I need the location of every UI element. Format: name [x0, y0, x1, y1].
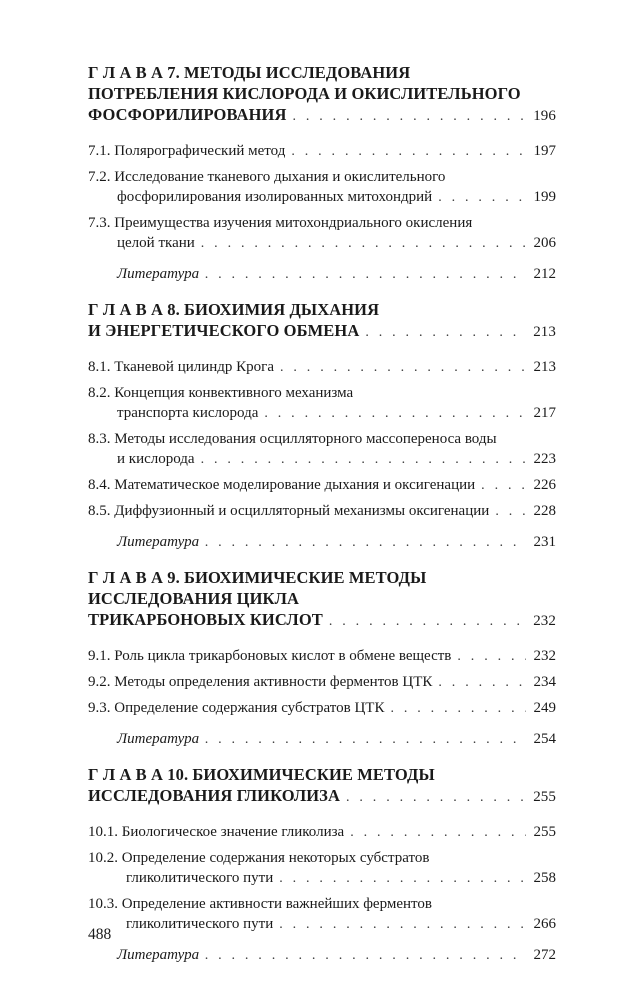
toc-entry[interactable]: [88, 167, 556, 208]
page-ref: 212: [533, 266, 556, 282]
chapter-9: [88, 567, 556, 750]
toc-entry[interactable]: [88, 646, 556, 667]
entry-text: 9.3. Определение содержания субстратов ЦТК: [88, 700, 385, 716]
chapter-title-line: ИССЛЕДОВАНИЯ ГЛИКОЛИЗА: [88, 786, 340, 805]
chapter-8-title[interactable]: [88, 299, 556, 343]
chapter-title-line: ПОТРЕБЛЕНИЯ КИСЛОРОДА И ОКИСЛИТЕЛЬНОГО: [88, 84, 521, 103]
entry-text: 8.5. Диффузионный и осцилляторный механизмы оксигенации: [88, 503, 490, 519]
leader-dots: [201, 450, 526, 470]
chapter-10-title[interactable]: [88, 764, 556, 808]
page-ref: 226: [533, 477, 556, 493]
entry-text: 8.4. Математическое моделирование дыхания и оксигенации: [88, 477, 476, 493]
chapter-title-line: Г Л А В А 8. БИОХИМИЯ ДЫХАНИЯ: [88, 300, 380, 319]
leader-dots: [390, 699, 526, 719]
leader-dots: [264, 404, 526, 424]
leader-dots: [438, 188, 526, 208]
toc-entry[interactable]: [88, 141, 556, 162]
literature-entry[interactable]: [88, 945, 556, 966]
chapter-7: [88, 62, 556, 285]
entry-text: 8.3. Методы исследования осцилляторного массопереноса воды: [88, 431, 497, 447]
literature-entry[interactable]: [88, 729, 556, 750]
leader-dots: [205, 946, 526, 966]
leader-dots: [279, 869, 526, 889]
page-ref: 258: [533, 870, 556, 886]
entry-text: гликолитического пути: [126, 870, 274, 886]
entry-text: 10.2. Определение содержания некоторых субстратов: [88, 850, 430, 866]
entry-text: 7.3. Преимущества изучения митохондриального окисления: [88, 215, 473, 231]
literature-entry[interactable]: [88, 264, 556, 285]
page-ref: 232: [533, 613, 556, 629]
literature-label: Литература: [117, 534, 200, 550]
entry-text: 8.1. Тканевой цилиндр Крога: [88, 359, 274, 375]
toc-entry[interactable]: [88, 383, 556, 424]
leader-dots: [329, 611, 526, 632]
page-ref: 206: [533, 235, 556, 251]
page-ref: 228: [533, 503, 556, 519]
entry-text: 10.1. Биологическое значение гликолиза: [88, 824, 345, 840]
page-ref: 266: [533, 916, 556, 932]
page-ref: 231: [533, 534, 556, 550]
page-number: 488: [88, 926, 112, 943]
literature-label: Литература: [117, 947, 200, 963]
leader-dots: [205, 730, 526, 750]
toc-entry[interactable]: [88, 822, 556, 843]
page-ref: 255: [533, 824, 556, 840]
page-ref: 232: [533, 648, 556, 664]
entry-text: фосфорилирования изолированных митохондрий: [117, 189, 433, 205]
page-ref: 196: [533, 108, 556, 124]
leader-dots: [457, 647, 526, 667]
toc-entry[interactable]: [88, 894, 556, 935]
toc-entry[interactable]: [88, 501, 556, 522]
entry-text: 7.1. Полярографический метод: [88, 143, 286, 159]
entry-text: 9.2. Методы определения активности ферментов ЦТК: [88, 674, 433, 690]
literature-label: Литература: [117, 731, 200, 747]
page-ref: 223: [533, 451, 556, 467]
toc-entry[interactable]: [88, 475, 556, 496]
entry-text: транспорта кислорода: [117, 405, 259, 421]
page-ref: 213: [533, 359, 556, 375]
page-ref: 249: [533, 700, 556, 716]
leader-dots: [438, 673, 526, 693]
leader-dots: [481, 476, 526, 496]
entry-text: гликолитического пути: [126, 916, 274, 932]
chapter-9-title[interactable]: [88, 567, 556, 632]
page-ref: 255: [533, 789, 556, 805]
chapter-title-line: ИССЛЕДОВАНИЯ ЦИКЛА: [88, 589, 299, 608]
leader-dots: [205, 265, 526, 285]
toc-entry[interactable]: [88, 848, 556, 889]
literature-entry[interactable]: [88, 532, 556, 553]
entry-text: целой ткани: [117, 235, 195, 251]
toc-entry[interactable]: [88, 698, 556, 719]
leader-dots: [350, 823, 526, 843]
entry-text: и кислорода: [117, 451, 195, 467]
toc-entry[interactable]: [88, 357, 556, 378]
leader-dots: [279, 915, 526, 935]
toc-entry[interactable]: [88, 213, 556, 254]
page-ref: 254: [533, 731, 556, 747]
chapter-7-title[interactable]: [88, 62, 556, 127]
chapter-title-line: ФОСФОРИЛИРОВАНИЯ: [88, 105, 287, 124]
leader-dots: [291, 142, 526, 162]
chapter-title-line: Г Л А В А 10. БИОХИМИЧЕСКИЕ МЕТОДЫ: [88, 765, 435, 784]
page-ref: 234: [533, 674, 556, 690]
leader-dots: [495, 502, 526, 522]
leader-dots: [365, 322, 526, 343]
literature-label: Литература: [117, 266, 200, 282]
entry-text: 8.2. Концепция конвективного механизма: [88, 385, 354, 401]
chapter-8: [88, 299, 556, 553]
leader-dots: [292, 106, 526, 127]
entry-text: 9.1. Роль цикла трикарбоновых кислот в обмене веществ: [88, 648, 452, 664]
leader-dots: [201, 234, 526, 254]
page-ref: 217: [533, 405, 556, 421]
chapter-10: [88, 764, 556, 966]
chapter-title-line: Г Л А В А 9. БИОХИМИЧЕСКИЕ МЕТОДЫ: [88, 568, 427, 587]
entry-text: 10.3. Определение активности важнейших ферментов: [88, 896, 432, 912]
table-of-contents: [88, 62, 556, 966]
page-ref: 272: [533, 947, 556, 963]
leader-dots: [205, 533, 526, 553]
chapter-title-line: И ЭНЕРГЕТИЧЕСКОГО ОБМЕНА: [88, 321, 360, 340]
page-ref: 213: [533, 324, 556, 340]
page-ref: 199: [533, 189, 556, 205]
toc-entry[interactable]: [88, 672, 556, 693]
chapter-title-line: ТРИКАРБОНОВЫХ КИСЛОТ: [88, 610, 323, 629]
leader-dots: [280, 358, 526, 378]
chapter-title-line: Г Л А В А 7. МЕТОДЫ ИССЛЕДОВАНИЯ: [88, 63, 411, 82]
leader-dots: [346, 787, 526, 808]
toc-entry[interactable]: [88, 429, 556, 470]
page-ref: 197: [533, 143, 556, 159]
entry-text: 7.2. Исследование тканевого дыхания и окислительного: [88, 169, 446, 185]
